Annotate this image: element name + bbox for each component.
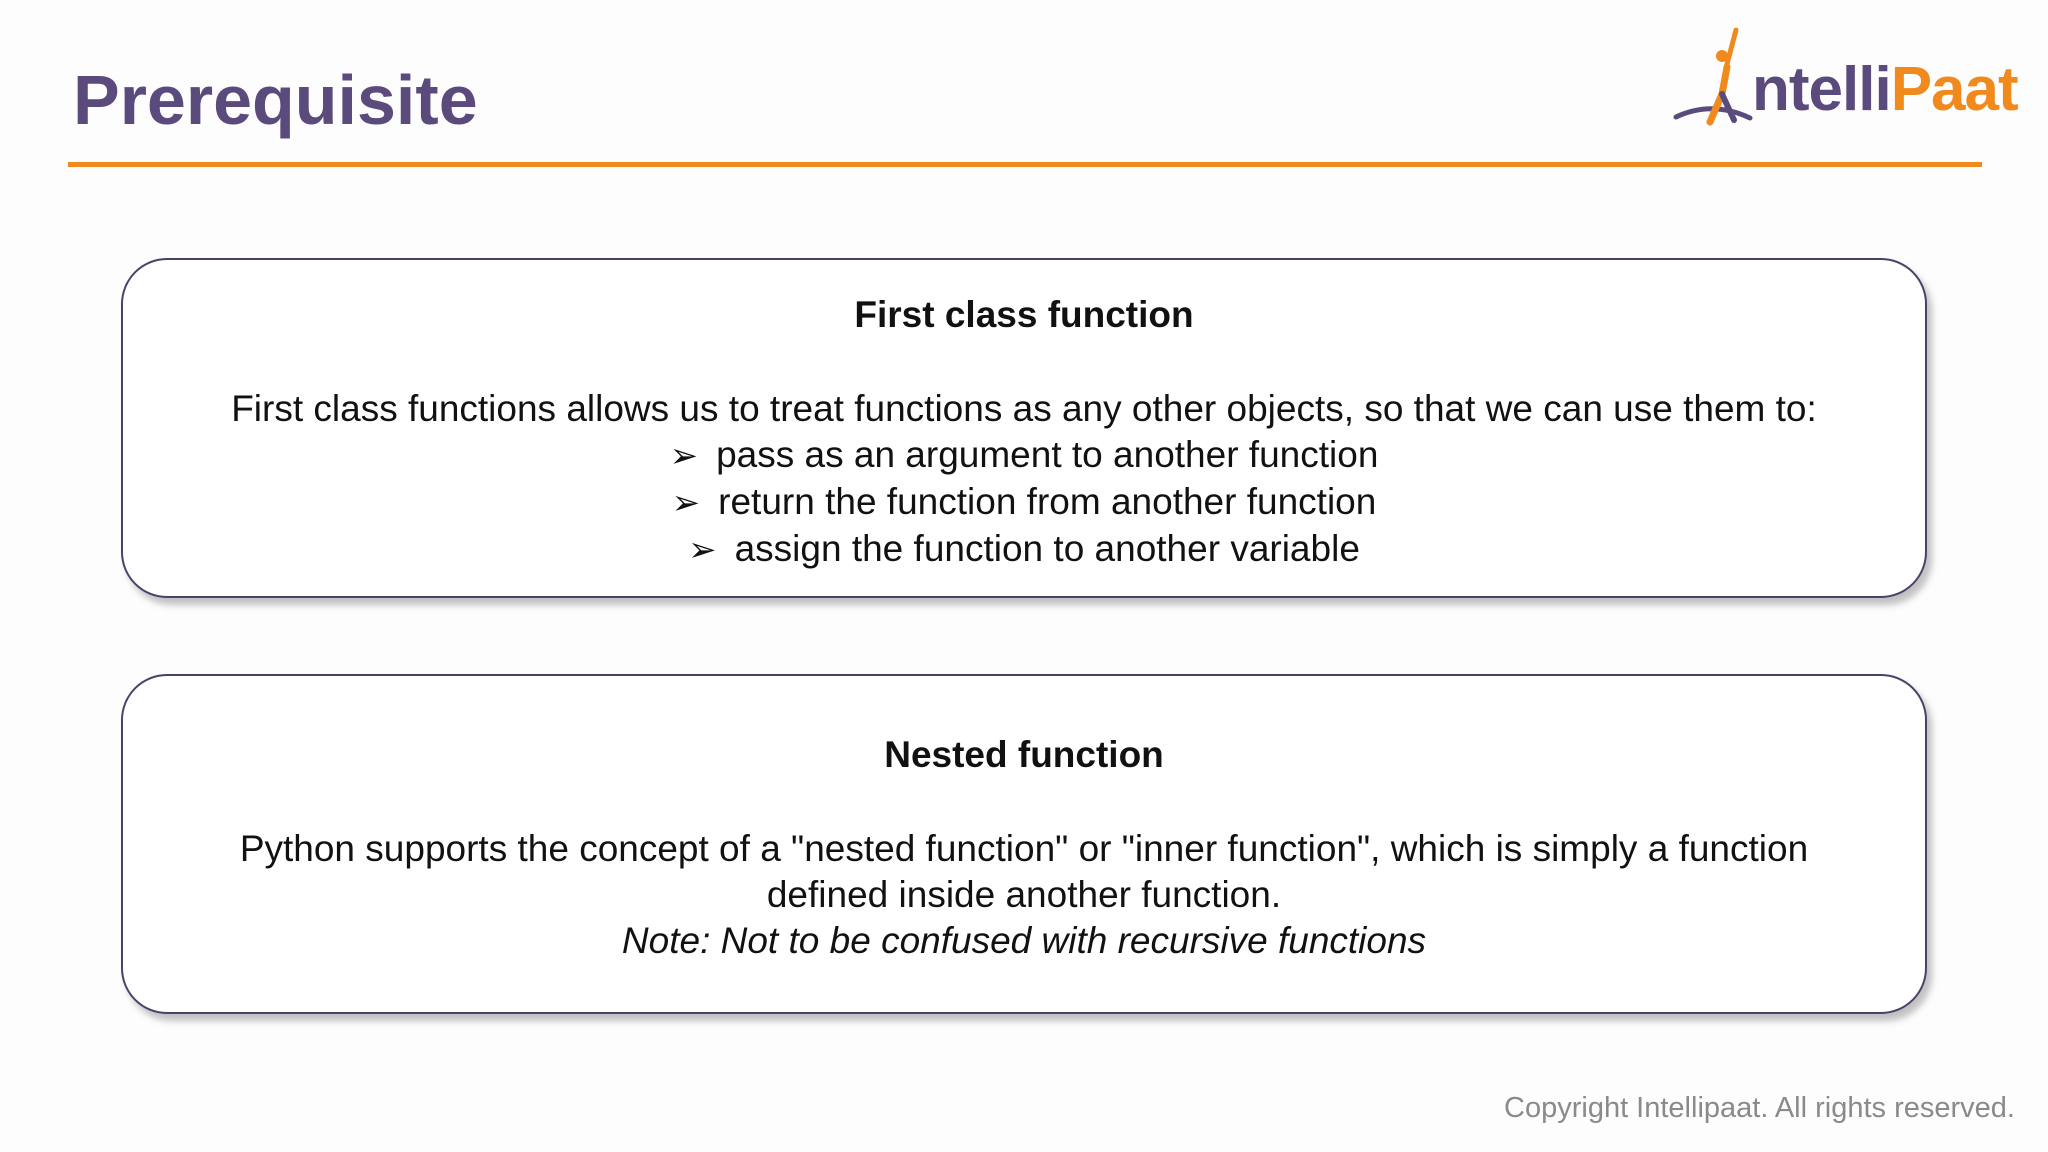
bullet-list (123, 432, 1925, 573)
arrow-bullet-icon: ➢ (669, 437, 699, 475)
card-body (123, 386, 1925, 573)
card-body (123, 826, 1925, 964)
card-text-line: defined inside another function. (766, 874, 1282, 915)
card-text-line: Python supports the concept of a "nested function" or "inner function", which is simply a function (239, 828, 1809, 869)
arrow-bullet-icon: ➢ (688, 531, 717, 569)
list-item-text: pass as an argument to another function (716, 434, 1379, 475)
logo-wordmark (1752, 55, 2018, 125)
list-item-text: assign the function to another variable (734, 528, 1360, 569)
card-heading: First class function (854, 294, 1194, 335)
card-note: Note: Not to be confused with recursive functions (621, 920, 1427, 961)
first-class-function-card (121, 258, 1927, 598)
card-heading: Nested function (884, 734, 1164, 775)
card-intro: First class functions allows us to treat functions as any other objects, so that we can use them to: (231, 388, 1817, 429)
list-item (123, 526, 1925, 573)
page-title: Prerequisite (73, 61, 478, 139)
list-item-text: return the function from another function (718, 481, 1377, 522)
arrow-bullet-icon: ➢ (671, 484, 701, 522)
list-item (123, 432, 1925, 479)
list-item (123, 479, 1925, 526)
nested-function-card (121, 674, 1927, 1014)
logo-text-paat: Paat (1890, 55, 2018, 124)
logo-text-intelli: ntelli (1752, 55, 1891, 124)
intellipaat-logo (1672, 22, 2018, 142)
copyright-notice: Copyright Intellipaat. All rights reserved. (1504, 1092, 2015, 1124)
header-divider (68, 162, 1982, 167)
